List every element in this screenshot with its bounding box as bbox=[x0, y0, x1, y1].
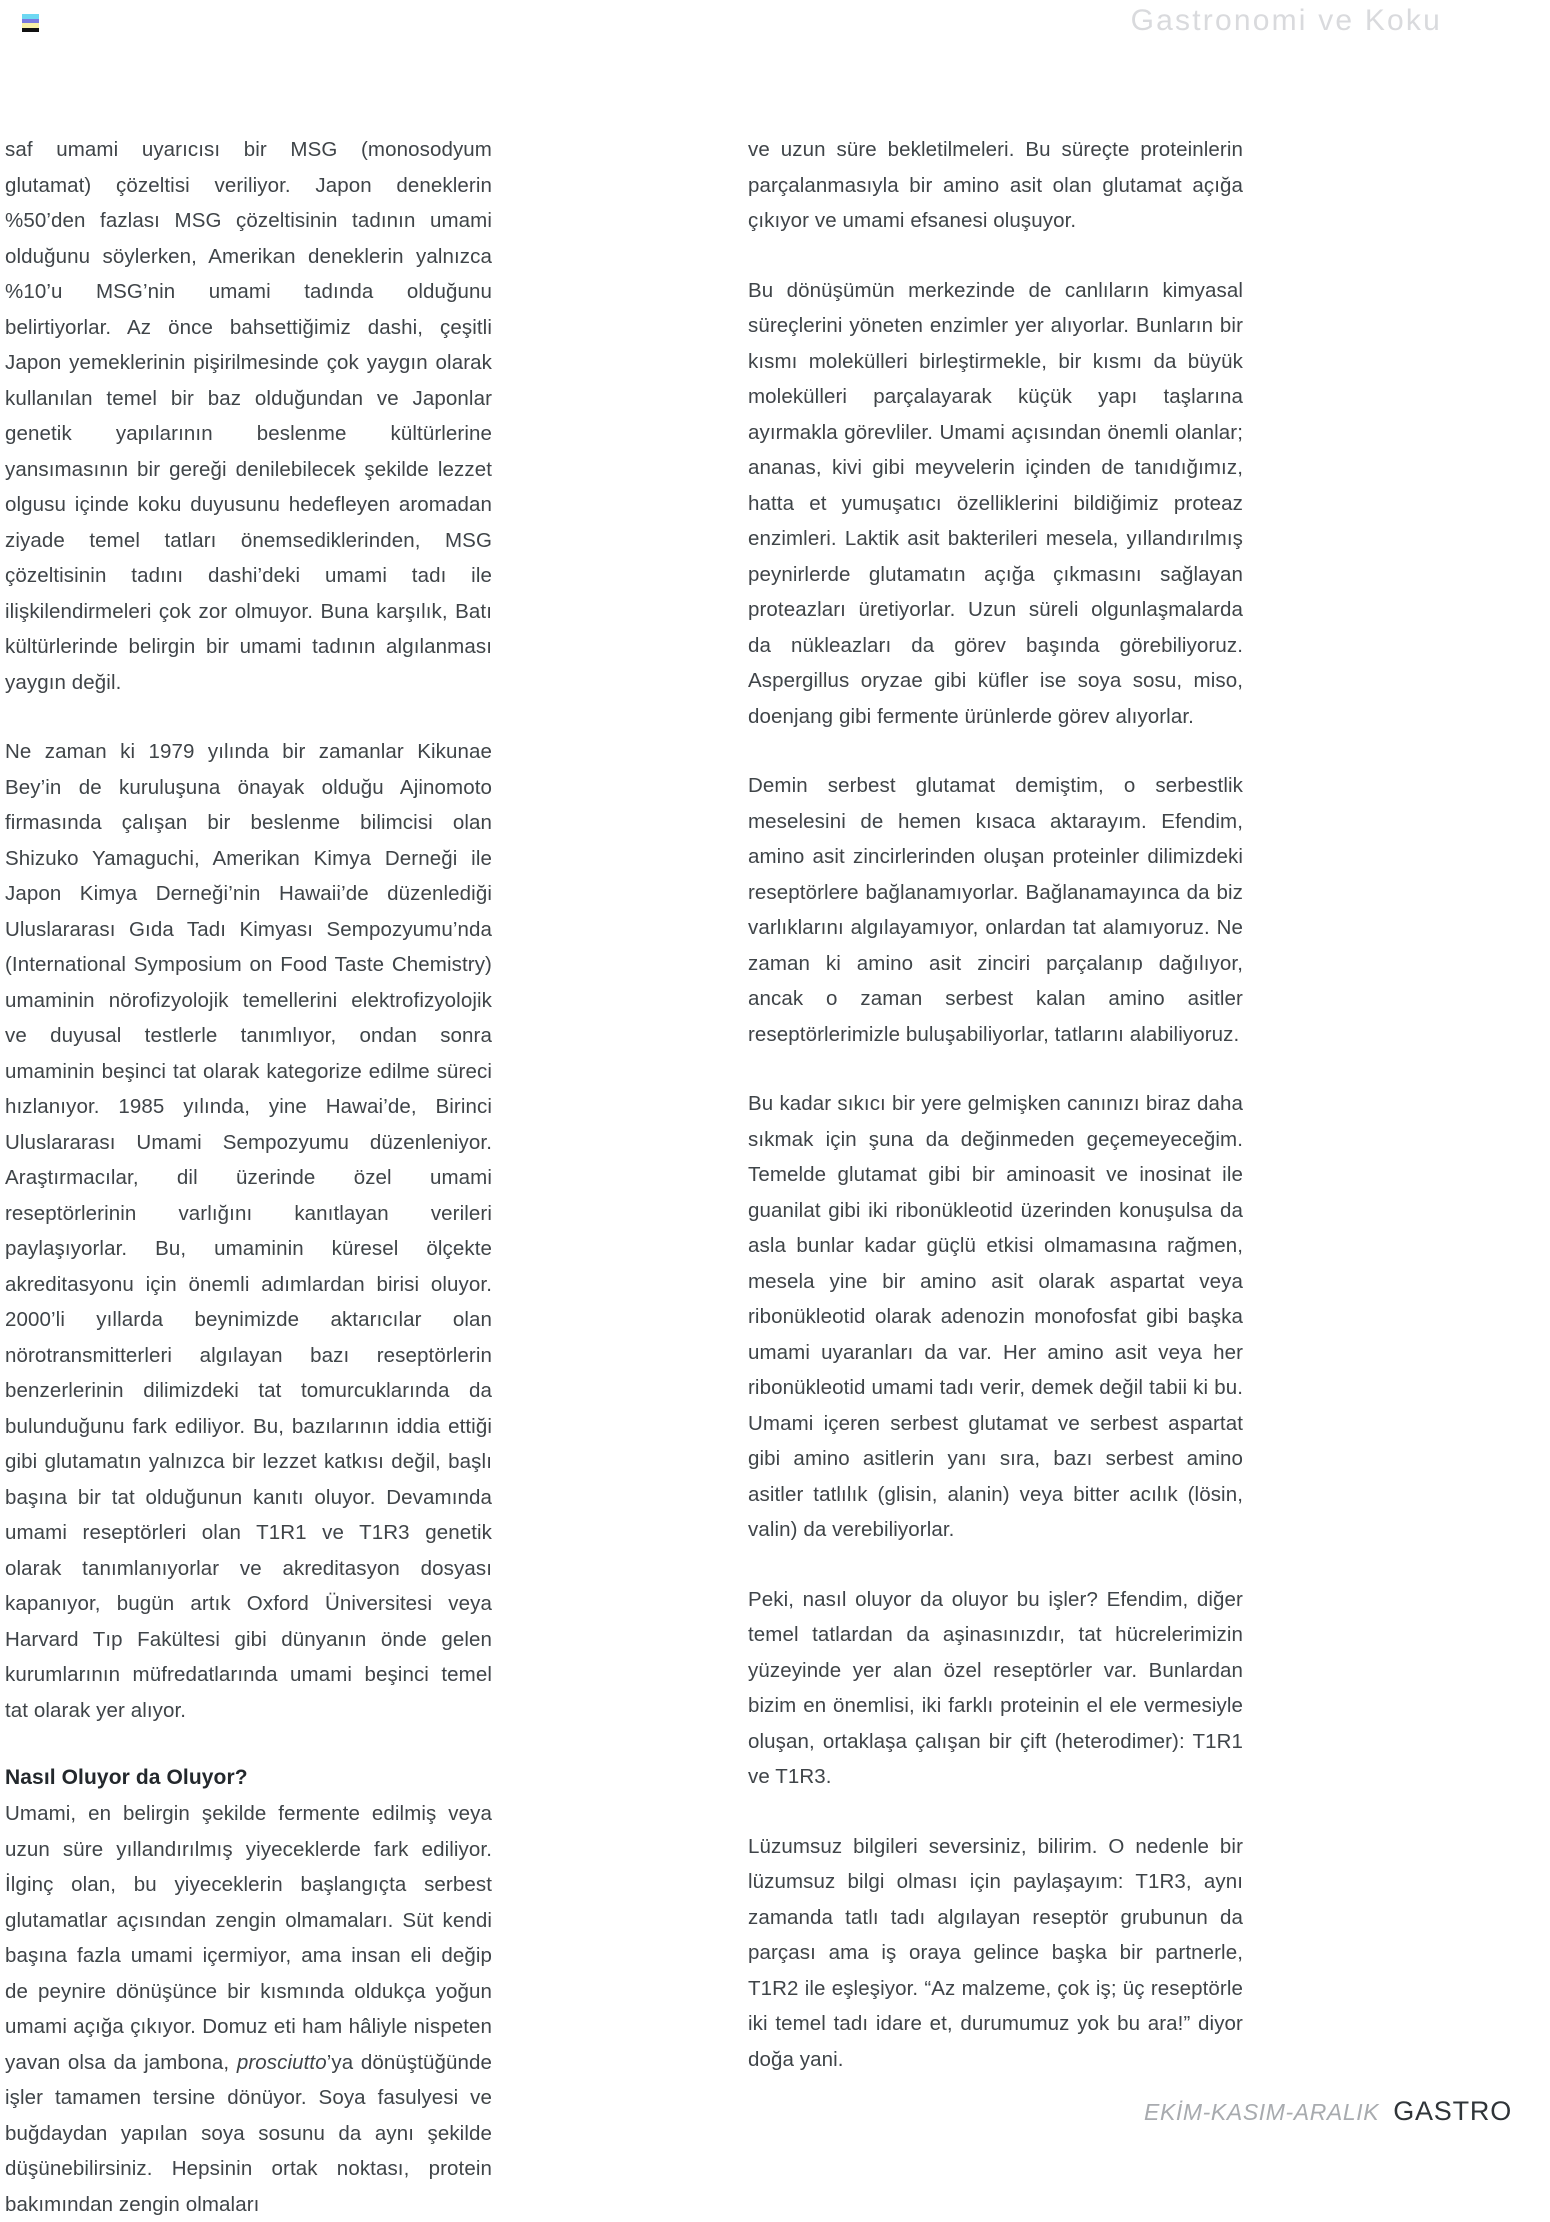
footer-content bbox=[1144, 2096, 1512, 2127]
running-head-title: Gastronomi ve Koku bbox=[1130, 4, 1442, 37]
column-left bbox=[5, 132, 492, 2222]
paragraph: Peki, nasıl oluyor da oluyor bu işler? Efendim, diğer temel tatlardan da aşinasınızdır, tat hücrelerimizin yüzeyinde yer alan özel reseptörler var. Bunlardan bizim en önemlisi, iki farklı proteinin el ele vermesiyle oluşan, ortaklaşa çalışan bir çift (heterodimer): T1R1 ve T1R3. bbox=[748, 1587, 1243, 1788]
paragraph: Demin serbest glutamat demiştim, o serbestlik meselesini de hemen kısaca aktarayım. Efendim, amino asit zincirlerinden oluşan proteinler dilimizdeki reseptörlere bağlanamıyorlar. Bağlanamayınca da biz varlıklarını algılayamıyor, onlardan tat alamıyoruz. Ne zaman ki amino asit zinciri parçalanıp dağılıyor, ancak o zaman serbest kalan amino asitler reseptörlerimizle buluşabiliyorlar, tatlarını alabiliyoruz. bbox=[748, 774, 1243, 1046]
italic-term: prosciutto bbox=[236, 2050, 327, 2074]
footer-issue-label: EKİM-KASIM-ARALIK bbox=[1144, 2099, 1380, 2125]
paragraph: Lüzumsuz bilgileri seversiniz, bilirim. O nedenle bir lüzumsuz bilgi olması için paylaşayım: T1R3, aynı zamanda tatlı tadı algılayan reseptör grubunun da parçası ama iş oraya gelince başka bir partnerle, T1R2 ile eşleşiyor. “Az malzeme, çok iş; üç reseptörle iki temel tadı idare et, durumumuz yok bu ara!” diyor doğa yani. bbox=[748, 1834, 1243, 2071]
paragraph: Bu kadar sıkıcı bir yere gelmişken canınızı biraz daha sıkmak için şuna da değinmeden geçemeyeceğim. Temelde glutamat gibi bir aminoasit ve inosinat ile guanilat gibi iki ribonükleotid üzerinden konuşulsa da asla bunlar kadar güçlü etkisi olmamasına rağmen, mesela yine bir amino asit olarak aspartat veya ribonükleotid olarak adenozin monofosfat gibi başka umami uyaranları da var. Her amino asit veya her ribonükleotid umami tadı verir, demek değil tabii ki bu. Umami içeren serbest glutamat ve serbest aspartat gibi amino asitlerin yanı sıra, bazı serbest amino asitler tatlılık (glisin, alanin) veya bitter acılık (lösin, valin) da verebiliyorlar. bbox=[748, 1092, 1243, 1541]
paragraph: Ne zaman ki 1979 yılında bir zamanlar Kikunae Bey’in de kuruluşuna önayak olduğu Ajinomoto firmasında çalışan bir beslenme bilimcisi olan Shizuko Yamaguchi, Amerikan Kimya Derneği ile Japon Kimya Derneği’nin Hawaii’de düzenlediği Uluslararası Gıda Tadı Kimyası Sempozyumu’nda (International Symposium on Food Taste Chemistry) umaminin nörofizyolojik temellerini elektrofizyolojik ve duyusal testlerle tanımlıyor, ondan sonra umaminin beşinci tat olarak kategorize edilme süreci hızlanıyor. 1985 yılında, yine Hawai’de, Birinci Uluslararası Umami Sempozyumu düzenleniyor. Araştırmacılar, dil üzerinde özel umami reseptörlerinin varlığını kanıtlayan verileri paylaşıyorlar. Bu, umaminin küresel ölçekte akreditasyonu için önemli adımlardan birisi oluyor. 2000’li yıllarda beynimizde aktarıcılar olan nörotransmitterleri algılayan bazı reseptörlerin benzerlerinin dilimizdeki tat tomurcuklarında da bulunduğunu fark ediliyor. Bu, bazılarının iddia ettiği gibi glutamatın yalnızca bir lezzet katkısı değil, başlı başına bir tat olduğunun kanıtı oluyor. Devamında umami reseptörleri olan T1R1 ve T1R3 genetik olarak tanımlanıyorlar ve akreditasyon dosyası kapanıyor, bugün artık Oxford Üniversitesi veya Harvard Tıp Fakültesi gibi dünyanın önde gelen kurumlarının müfredatlarında umami beşinci temel tat olarak yer alıyor. bbox=[5, 740, 492, 1722]
paragraph-part-1: Umami, en belirgin şekilde fermente edilmiş veya uzun süre yıllandırılmış yiyeceklerde fark ediliyor. İlginç olan, bu yiyeceklerin başlangıçta serbest glutamatlar açısından zengin olmamaları. Süt kendi başına fazla umami içermiyor, ama insan eli değip de peynire dönüşünce bir kısmında oldukça yoğun umami açığa çıkıyor. Domuz eti ham hâliyle nispeten yavan olsa da jambona, bbox=[5, 1802, 492, 2074]
page-header bbox=[0, 0, 1550, 78]
column-right bbox=[748, 132, 1243, 2077]
paragraph: ve uzun süre bekletilmeleri. Bu süreçte proteinlerin parçalanmasıyla bir amino asit olan glutamat açığa çıkıyor ve umami efsanesi oluşuyor. bbox=[748, 138, 1243, 232]
paragraph-with-italic bbox=[5, 1796, 492, 2222]
paragraph-part-2: ’ya dönüştüğünde işler tamamen tersine dönüyor. Soya fasulyesi ve buğdaydan yapılan soya sosunu da aynı şekilde düşünebilirsiniz. Hepsinin ortak noktası, protein bakımından zengin olmaları bbox=[5, 2050, 492, 2216]
section-heading: Nasıl Oluyor da Oluyor? bbox=[5, 1766, 248, 1789]
paragraph: saf umami uyarıcısı bir MSG (monosodyum glutamat) çözeltisi veriliyor. Japon deneklerin %50’den fazlası MSG çözeltisinin tadının umami olduğunu söylerken, Amerikan deneklerin yalnızca %10’u MSG’nin umami tadında olduğunu belirtiyorlar. Az önce bahsettiğimiz dashi, çeşitli Japon yemeklerinin pişirilmesinde çok yaygın olarak kullanılan temel bir baz olduğundan ve Japonlar genetik yapılarının beslenme kültürlerine yansımasının bir gereği denilebilecek şekilde lezzet olgusu içinde koku duyusunu hedefleyen aromadan ziyade temel tatları önemsediklerinden, MSG çözeltisinin tadını dashi’deki umami tadı ile ilişkilendirmeleri çok zor olmuyor. Buna karşılık, Batı kültürlerinde belirgin bir umami tadının algılanması yaygın değil. bbox=[5, 138, 492, 694]
page-footer bbox=[0, 2055, 1550, 2145]
paragraph: Bu dönüşümün merkezinde de canlıların kimyasal süreçlerini yöneten enzimler yer alıyorlar. Bunların bir kısmı molekülleri birleştirmekle, bir kısmı da büyük molekülleri parçalayarak küçük yapı taşlarına ayırmakla görevliler. Umami açısından önemli olanlar; ananas, kivi gibi meyvelerin içinden de tanıdığımız, hatta et yumuşatıcı özelliklerini bildiğimiz proteaz enzimleri. Laktik asit bakterileri mesela, yıllandırılmış peynirlerde glutamatın açığa çıkmasını sağlayan proteazları üretiyorlar. Uzun süreli olgunlaşmalarda da nükleazları da görev başında görebiliyoruz. Aspergillus oryzae gibi küfler ise soya sosu, miso, doenjang gibi fermente ürünlerde görev alıyorlar. bbox=[748, 278, 1243, 728]
footer-brand-label: GASTRO bbox=[1393, 2096, 1512, 2126]
cmyk-color-bar-icon bbox=[22, 14, 39, 32]
